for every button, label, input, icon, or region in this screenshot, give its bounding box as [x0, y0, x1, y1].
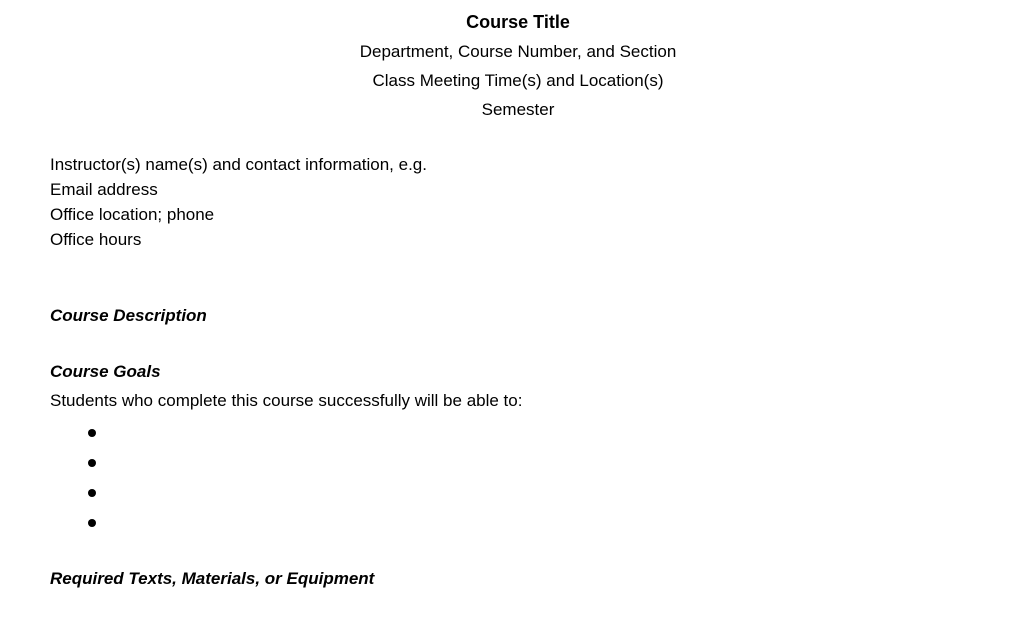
instructor-info — [50, 152, 427, 252]
instructor-office: Office location; phone — [50, 205, 215, 224]
instructor-hours: Office hours — [50, 230, 142, 249]
course-title: Course Title — [466, 12, 570, 32]
list-item — [88, 418, 96, 448]
bullet-icon — [88, 429, 96, 437]
instructor-intro: Instructor(s) name(s) and contact information, e.g. — [50, 155, 427, 174]
syllabus-header — [0, 8, 1024, 124]
meeting-time-location: Class Meeting Time(s) and Location(s) — [372, 71, 664, 90]
semester: Semester — [481, 100, 555, 119]
department-course-section: Department, Course Number, and Section — [359, 42, 677, 61]
required-texts-heading: Required Texts, Materials, or Equipment — [50, 569, 375, 588]
course-description-heading: Course Description — [50, 306, 207, 325]
course-goals-intro: Students who complete this course successfully will be able to: — [50, 391, 523, 410]
bullet-icon — [88, 459, 96, 467]
bullet-icon — [88, 519, 96, 527]
list-item — [88, 448, 96, 478]
instructor-email: Email address — [50, 180, 158, 199]
course-goals-list — [88, 418, 96, 538]
course-goals-heading: Course Goals — [50, 362, 161, 381]
list-item — [88, 478, 96, 508]
list-item — [88, 508, 96, 538]
bullet-icon — [88, 489, 96, 497]
